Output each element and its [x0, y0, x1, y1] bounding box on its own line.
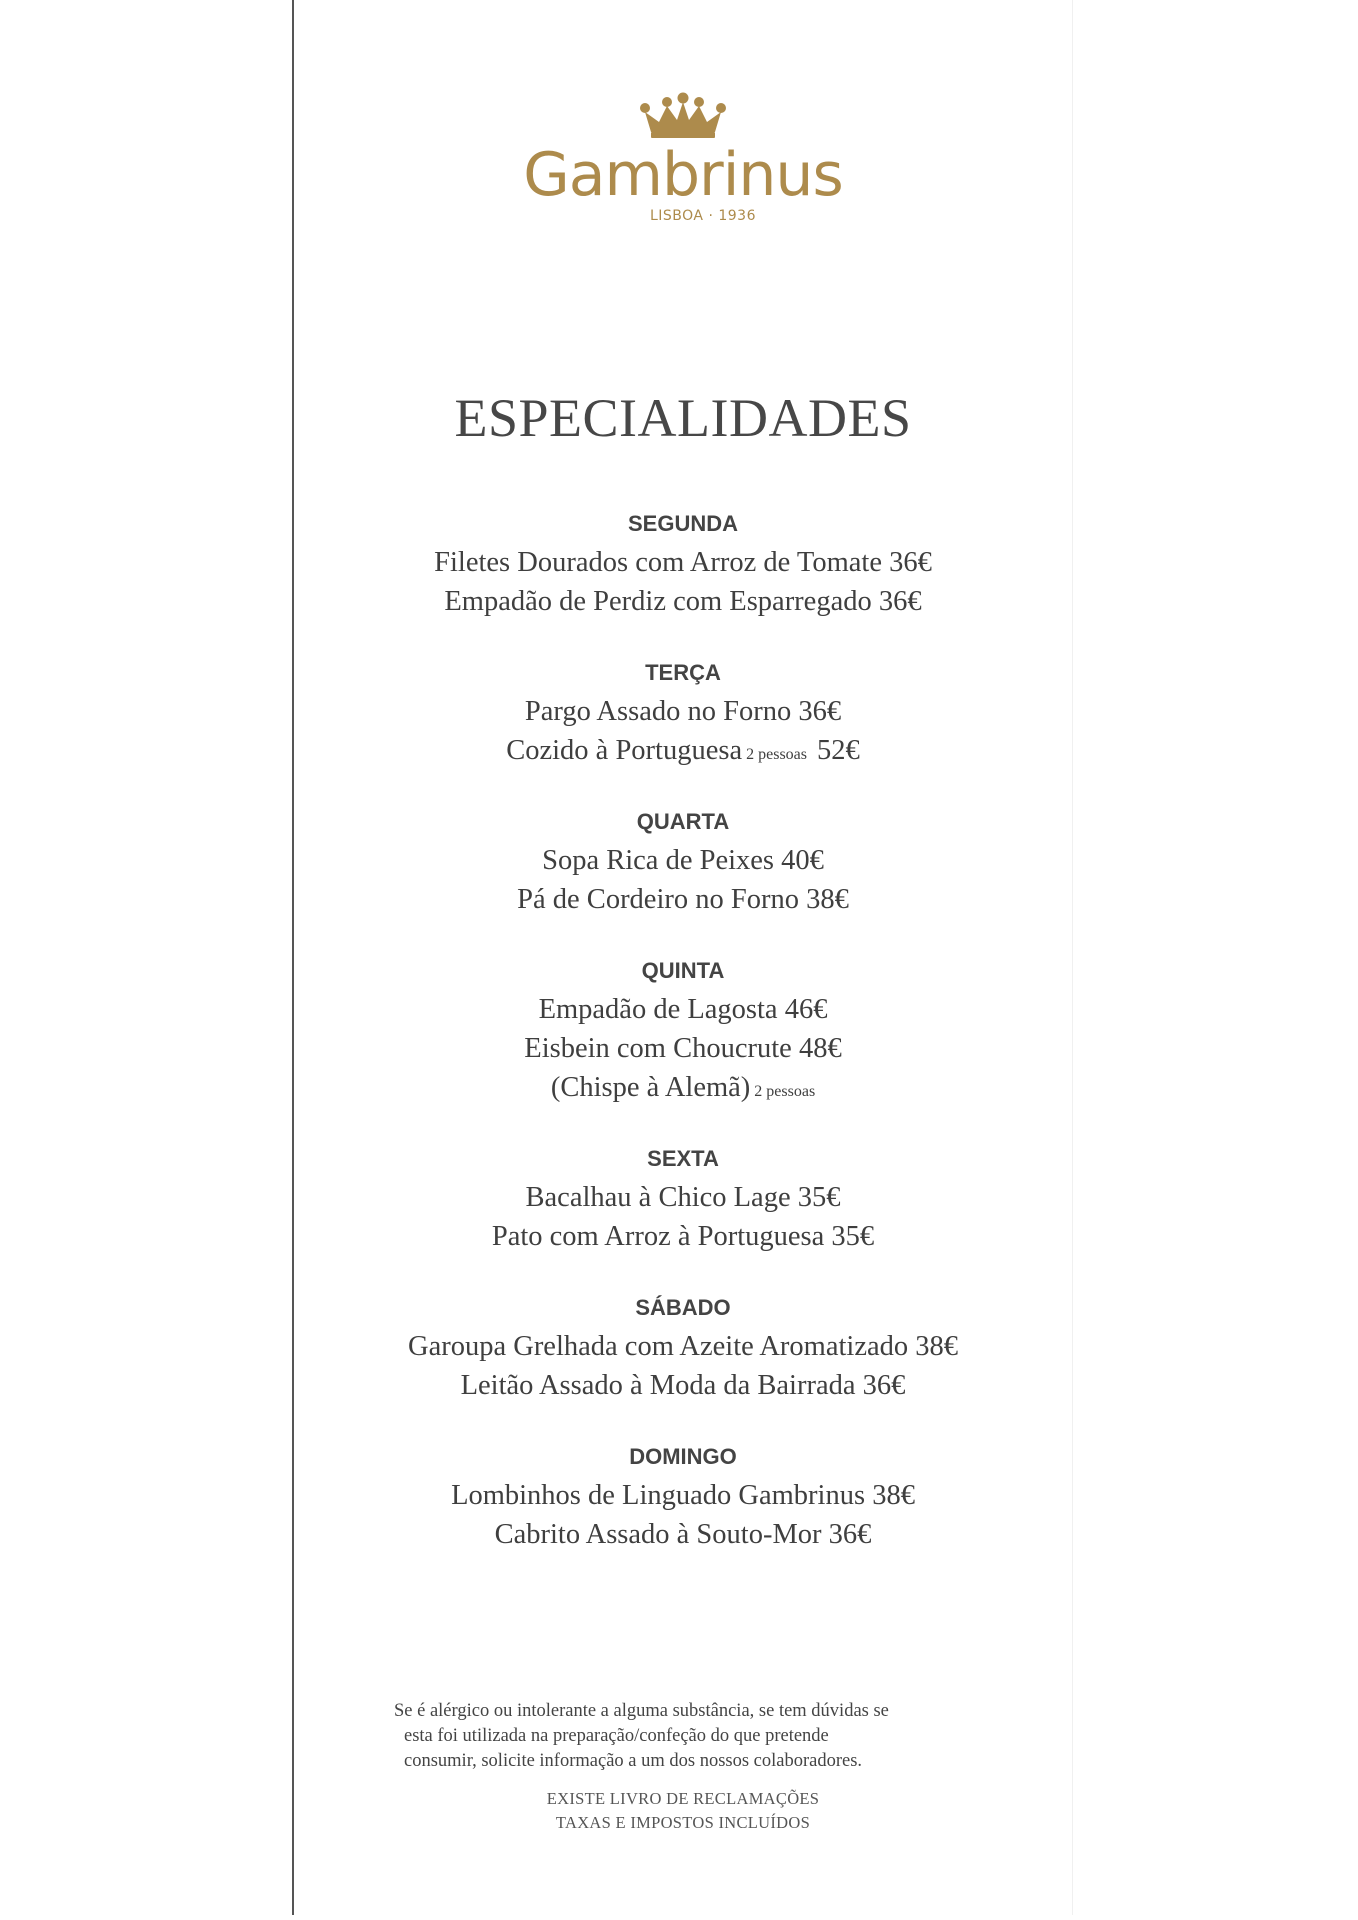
crown-icon: [637, 92, 729, 140]
dish-name: Leitão Assado à Moda da Bairrada: [460, 1370, 856, 1401]
dish-price: 36€: [862, 1370, 906, 1401]
day-section-domingo: [294, 1444, 1072, 1554]
dish-item: [294, 1178, 1072, 1217]
page-title: ESPECIALIDADES: [454, 388, 912, 448]
dish-item: [294, 692, 1072, 731]
dish-price: 48€: [798, 1033, 842, 1064]
brand-name: Gambrinus: [523, 140, 843, 210]
dish-name: Empadão de Perdiz com Esparregado: [444, 586, 872, 617]
dish-list: [294, 543, 1072, 621]
dish-name: Garoupa Grelhada com Azeite Aromatizado: [407, 1331, 909, 1362]
dish-item: [294, 880, 1072, 919]
dish-name: Sopa Rica de Peixes: [542, 845, 775, 876]
day-section-sabado: [294, 1295, 1072, 1405]
day-heading: DOMINGO: [629, 1444, 737, 1469]
dish-item: [294, 1068, 1072, 1111]
dish-list: [294, 990, 1072, 1111]
dish-item: [294, 1366, 1072, 1405]
dish-item: [294, 1217, 1072, 1256]
day-heading: SÁBADO: [635, 1295, 731, 1320]
dish-list: [294, 692, 1072, 774]
day-section-terca: [294, 660, 1072, 774]
day-section-quarta: [294, 809, 1072, 919]
day-heading: SEGUNDA: [627, 511, 738, 536]
allergy-line: esta foi utilizada na preparação/confeção do que pretende: [404, 1726, 829, 1746]
dish-item: [294, 1476, 1072, 1515]
dish-name: Pato com Arroz à Portuguesa: [491, 1221, 825, 1252]
dish-price: 36€: [798, 696, 842, 727]
day-section-sexta: [294, 1146, 1072, 1256]
dish-list: [294, 1178, 1072, 1256]
dish-item: [294, 990, 1072, 1029]
dish-price: 38€: [872, 1480, 915, 1511]
dish-list: [294, 841, 1072, 919]
day-section-quinta: [294, 958, 1072, 1111]
dish-item: [294, 731, 1072, 774]
day-heading: SEXTA: [647, 1146, 719, 1171]
day-heading: QUINTA: [641, 958, 725, 983]
dish-item: [294, 543, 1072, 582]
dish-price: 46€: [784, 994, 828, 1025]
dish-name: Empadão de Lagosta: [538, 994, 778, 1025]
dish-price: 36€: [878, 586, 922, 617]
dish-item: [294, 1327, 1072, 1366]
right-margin-rule: [1072, 0, 1073, 1915]
dish-portion-note: 2 pessoas: [754, 1083, 816, 1100]
dish-list: [294, 1476, 1072, 1554]
dish-name: Lombinhos de Linguado Gambrinus: [451, 1480, 866, 1511]
allergy-notice: [394, 1699, 994, 1774]
brand-subtitle: LISBOA · 1936: [649, 208, 756, 224]
legal-notice: [294, 1787, 1072, 1835]
dish-name: Cozido à Portuguesa: [506, 735, 743, 766]
logo: [294, 92, 1072, 224]
dish-price: 36€: [828, 1519, 872, 1550]
dish-price: 36€: [889, 547, 932, 578]
dish-name: Eisbein com Choucrute: [524, 1033, 792, 1064]
dish-item: [294, 1515, 1072, 1554]
dish-price: 38€: [915, 1331, 958, 1362]
allergy-line: consumir, solicite informação a um dos nossos colaboradores.: [404, 1751, 863, 1771]
dish-list: [294, 1327, 1072, 1405]
dish-price: 38€: [806, 884, 849, 915]
day-heading: TERÇA: [645, 660, 721, 685]
dish-item: [294, 582, 1072, 621]
dish-name: Cabrito Assado à Souto-Mor: [494, 1519, 822, 1550]
menu-page: [294, 0, 1072, 1920]
complaints-book-notice: EXISTE LIVRO DE RECLAMAÇÕES: [546, 1789, 820, 1808]
dish-price: 40€: [781, 845, 824, 876]
dish-price: 35€: [797, 1182, 841, 1213]
dish-item: [294, 841, 1072, 880]
dish-name: Bacalhau à Chico Lage: [525, 1182, 791, 1213]
allergy-line: Se é alérgico ou intolerante a alguma substância, se tem dúvidas se: [394, 1701, 889, 1721]
dish-name: (Chispe à Alemã): [550, 1072, 751, 1103]
day-heading: QUARTA: [636, 809, 730, 834]
dish-item: [294, 1029, 1072, 1068]
dish-name: Filetes Dourados com Arroz de Tomate: [434, 547, 882, 578]
dish-price: 35€: [831, 1221, 875, 1252]
dish-price: 52€: [817, 735, 860, 766]
dish-portion-note: 2 pessoas: [746, 746, 808, 763]
taxes-notice: TAXAS E IMPOSTOS INCLUÍDOS: [555, 1813, 811, 1832]
dish-name: Pargo Assado no Forno: [524, 696, 792, 727]
dish-name: Pá de Cordeiro no Forno: [517, 884, 799, 915]
day-section-segunda: [294, 511, 1072, 621]
